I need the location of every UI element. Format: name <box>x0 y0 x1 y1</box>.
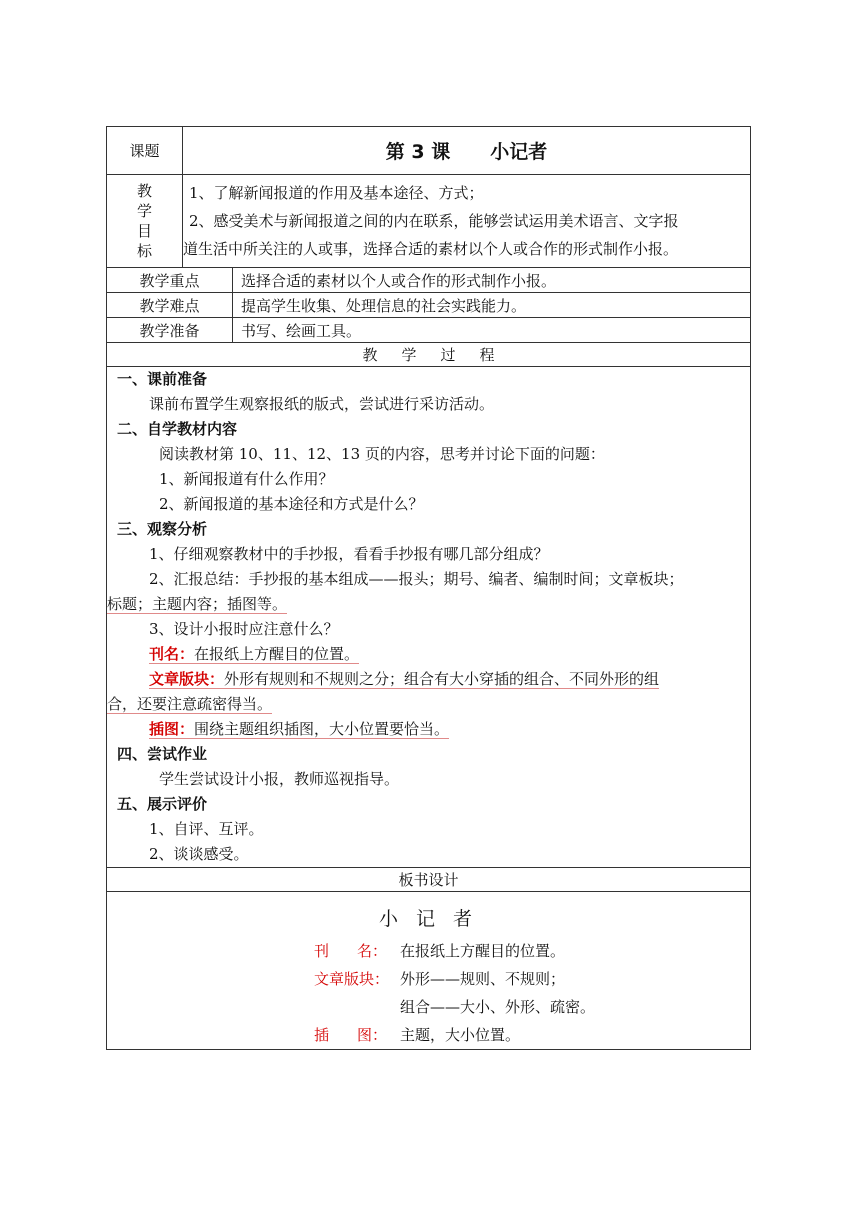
bankuai-line-cont <box>107 692 750 717</box>
objective-item: 2、感受美术与新闻报道之间的内在联系，能够尝试运用美术语言、文字报 <box>189 212 679 230</box>
section-text: 课前布置学生观察报纸的版式，尝试进行采访活动。 <box>149 395 495 413</box>
board-chatu-label <box>314 1021 400 1049</box>
board-chatu-label-b: 图： <box>357 1026 388 1044</box>
board-line-bankuai <box>314 965 750 993</box>
section-heading: 一、课前准备 <box>117 370 208 388</box>
objectives-label-char: 学 <box>136 202 152 220</box>
process-heading-char: 程 <box>479 346 495 364</box>
objective-item: 道生活中所关注的人或事，选择合适的素材以个人或合作的形式制作小报。 <box>183 240 679 258</box>
section-text: 3、设计小报时应注意什么？ <box>149 620 339 638</box>
question-item: 1、新闻报道有什么作用？ <box>159 470 334 488</box>
board-heading: 板书设计 <box>107 868 751 892</box>
bankuai-label: 文章版块： <box>149 670 225 688</box>
bankuai-text-cont: 合，还要注意疏密得当。 <box>107 695 273 713</box>
chatu-line <box>107 717 750 742</box>
section-text: 学生尝试设计小报，教师巡视指导。 <box>159 770 400 788</box>
board-bankuai-label: 文章版块： <box>314 970 390 988</box>
question-item: 2、新闻报道的基本途径和方式是什么？ <box>159 495 424 513</box>
chatu-text: 围绕主题组织插图，大小位置要恰当。 <box>194 720 450 738</box>
section-text: 2、谈谈感受。 <box>149 845 249 863</box>
board-kanming-label-b: 名： <box>357 942 388 960</box>
board-row <box>107 892 751 1050</box>
objectives-label-char: 标 <box>136 242 152 260</box>
objectives-label <box>107 175 183 268</box>
difficulty-row <box>107 293 751 318</box>
process-heading <box>107 343 751 367</box>
key-point-row <box>107 268 751 293</box>
section-text: 1、仔细观察教材中的手抄报，看看手抄报有哪几部分组成？ <box>149 545 549 563</box>
section-heading: 四、尝试作业 <box>117 745 208 763</box>
section-heading: 三、观察分析 <box>117 520 208 538</box>
board-title: 小 记 者 <box>378 908 479 930</box>
section-text: 2、汇报总结：手抄报的基本组成——报头；期号、编者、编制时间；文章板块； <box>149 570 684 588</box>
section-heading: 五、展示评价 <box>117 795 208 813</box>
board-kanming-label <box>314 937 400 965</box>
process-heading-char: 过 <box>440 346 456 364</box>
board-heading-row <box>107 868 751 892</box>
objectives-label-char: 教 <box>136 182 152 200</box>
lesson-plan-sheet <box>106 126 750 1050</box>
difficulty-label: 教学难点 <box>107 293 233 318</box>
key-point-value: 选择合适的素材以个人或合作的形式制作小报。 <box>233 268 751 293</box>
board-bankuai-text: 外形——规则、不规则； <box>400 970 566 988</box>
process-content <box>107 367 751 868</box>
section-text-cont: 标题；主题内容；插图等。 <box>107 595 288 613</box>
process-heading-row <box>107 343 751 367</box>
chatu-label: 插图： <box>149 720 195 738</box>
board-kanming-label-a: 刊 <box>314 942 330 960</box>
title-row <box>107 127 751 175</box>
key-point-label: 教学重点 <box>107 268 233 293</box>
board-line-chatu <box>314 1021 750 1049</box>
lesson-plan-table <box>106 126 751 1050</box>
section-text: 阅读教材第 10、11、12、13 页的内容，思考并讨论下面的问题： <box>159 445 605 463</box>
preparation-row <box>107 318 751 343</box>
process-heading-char: 教 <box>362 346 378 364</box>
kanming-text: 在报纸上方醒目的位置。 <box>194 645 360 663</box>
board-line-bankuai-cont: 组合——大小、外形、疏密。 <box>400 998 596 1016</box>
kanming-line <box>107 642 750 667</box>
bankuai-text: 外形有规则和不规则之分；组合有大小穿插的组合、不同外形的组 <box>224 670 660 688</box>
board-design <box>107 892 751 1050</box>
process-heading-char: 学 <box>401 346 417 364</box>
board-kanming-text: 在报纸上方醒目的位置。 <box>400 942 566 960</box>
objective-item: 1、了解新闻报道的作用及基本途径、方式； <box>189 184 484 202</box>
objectives-text <box>183 175 751 268</box>
preparation-label: 教学准备 <box>107 318 233 343</box>
lesson-title <box>183 127 751 175</box>
kanming-label: 刊名： <box>149 645 195 663</box>
bankuai-line <box>107 667 750 692</box>
lesson-number: 第 3 课 <box>385 141 451 163</box>
board-chatu-text: 主题，大小位置。 <box>400 1026 521 1044</box>
difficulty-value: 提高学生收集、处理信息的社会实践能力。 <box>233 293 751 318</box>
preparation-value: 书写、绘画工具。 <box>233 318 751 343</box>
board-lines <box>314 937 750 1049</box>
topic-label: 课题 <box>107 127 183 175</box>
objectives-label-char: 目 <box>136 222 152 240</box>
process-row <box>107 367 751 868</box>
board-chatu-label-a: 插 <box>314 1026 330 1044</box>
section-heading: 二、自学教材内容 <box>117 420 238 438</box>
section-text <box>107 592 750 617</box>
lesson-name: 小记者 <box>490 141 548 163</box>
section-text: 1、自评、互评。 <box>149 820 264 838</box>
objectives-row <box>107 175 751 268</box>
board-line-kanming <box>314 937 750 965</box>
